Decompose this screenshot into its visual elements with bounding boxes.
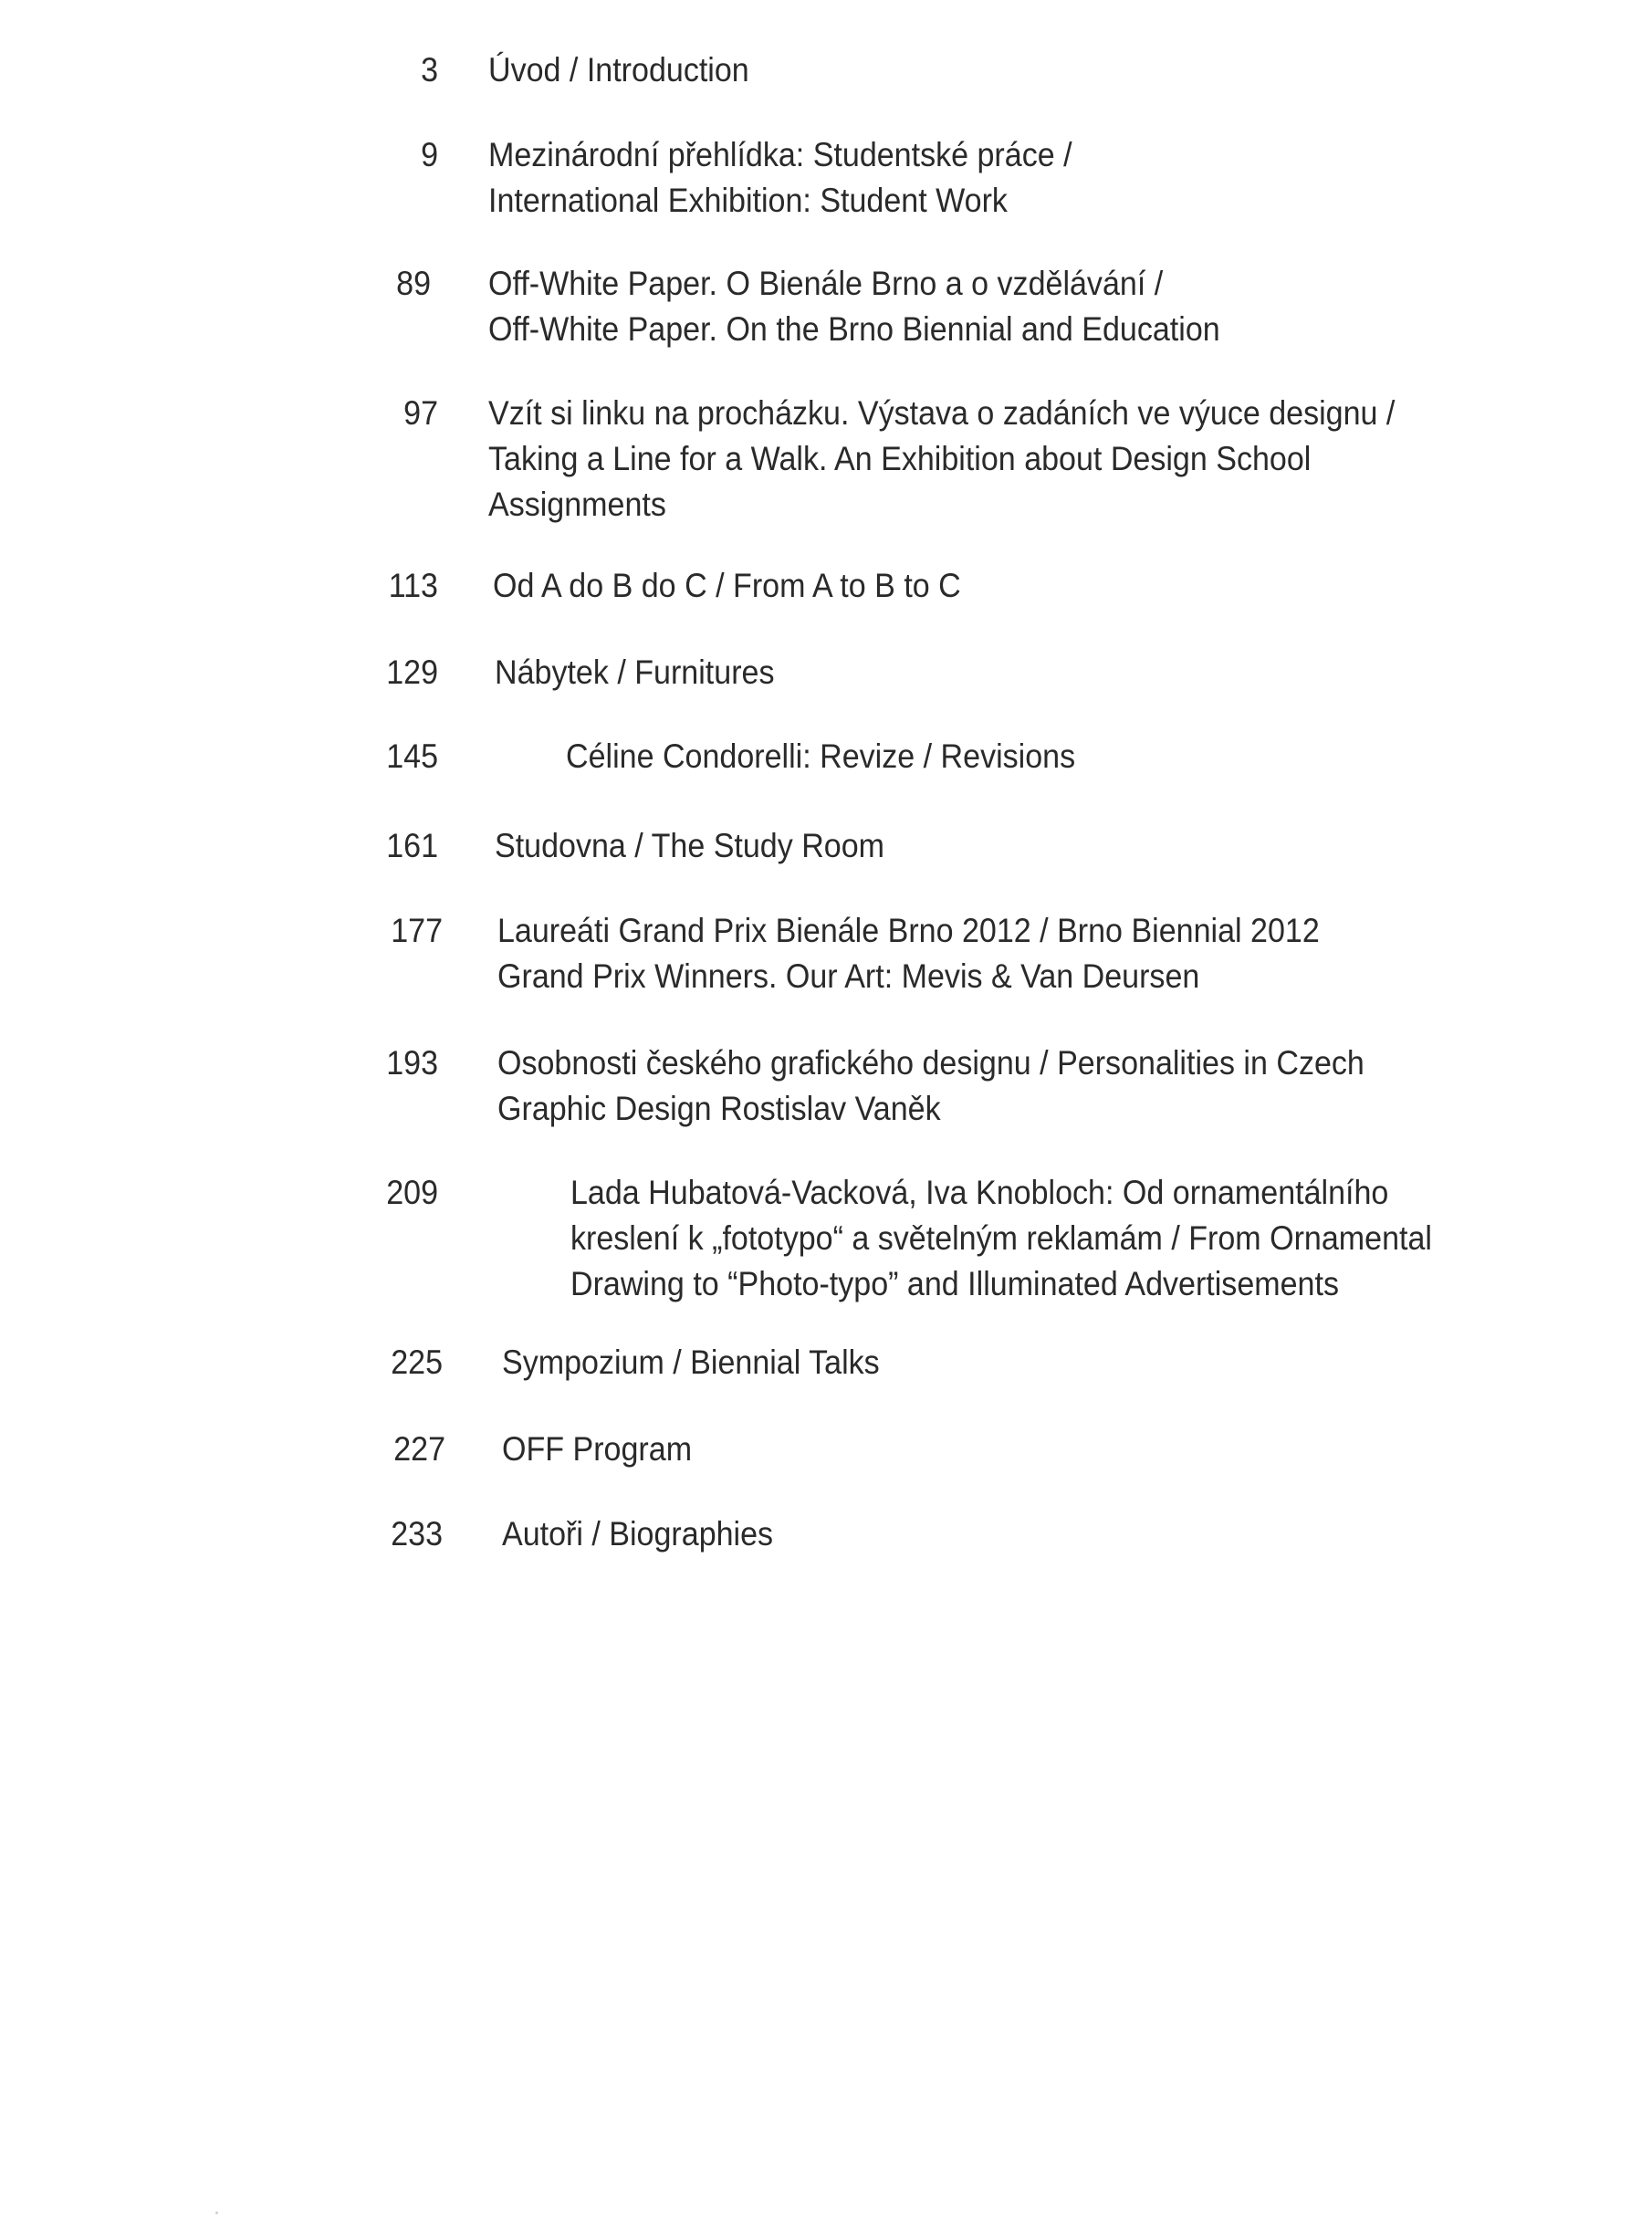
page-number: 113 <box>388 567 438 604</box>
page-number: 225 <box>391 1344 443 1381</box>
entry-title: Osobnosti českého grafického designu / Personalities in Czech Graphic Design Rostislav Vaněk <box>497 1044 1364 1127</box>
entry-title: Autoři / Biographies <box>502 1515 774 1553</box>
entry-title: Laureáti Grand Prix Bienále Brno 2012 / Brno Biennial 2012 Grand Prix Winners. Our Art: Mevis & Van Deursen <box>497 912 1320 995</box>
entry-title: Céline Condorelli: Revize / Revisions <box>566 737 1076 775</box>
entry-title: Sympozium / Biennial Talks <box>502 1344 880 1381</box>
page-number: 89 <box>396 265 431 302</box>
page-number: 227 <box>393 1430 445 1468</box>
entry-title: Off-White Paper. O Bienále Brno a o vzdělávání / Off-White Paper. On the Brno Biennial and Education <box>488 265 1220 348</box>
entry-title: Nábytek / Furnitures <box>495 653 775 691</box>
page-number: 145 <box>386 737 438 775</box>
page-number: 3 <box>421 51 438 89</box>
entry-title: Mezinárodní přehlídka: Studentské práce / International Exhibition: Student Work <box>488 136 1072 219</box>
entry-title: Vzít si linku na procházku. Výstava o zadáních ve výuce designu / Taking a Line for a Walk. An Exhibition about Design School Assignments <box>488 394 1396 523</box>
page-number: 161 <box>386 827 438 864</box>
page-number: 209 <box>386 1174 438 1211</box>
entry-title: Od A do B do C / From A to B to C <box>493 567 961 604</box>
entry-title: Lada Hubatová-Vacková, Iva Knobloch: Od ornamentálního kreslení k „fototypo“ a světelným reklamám / From Ornamental Drawing to “Photo-typo” and Illuminated Advertisements <box>570 1174 1432 1302</box>
page-number: 177 <box>391 912 443 949</box>
page-number: 9 <box>421 136 438 173</box>
page-number: 129 <box>386 653 438 691</box>
page-number: 97 <box>403 394 438 432</box>
entry-title: Studovna / The Study Room <box>495 827 885 864</box>
entry-title: OFF Program <box>502 1430 693 1468</box>
page-number: 193 <box>386 1044 438 1082</box>
entry-title: Úvod / Introduction <box>488 51 749 89</box>
scan-speck <box>215 2211 218 2214</box>
page-number: 233 <box>391 1515 443 1553</box>
